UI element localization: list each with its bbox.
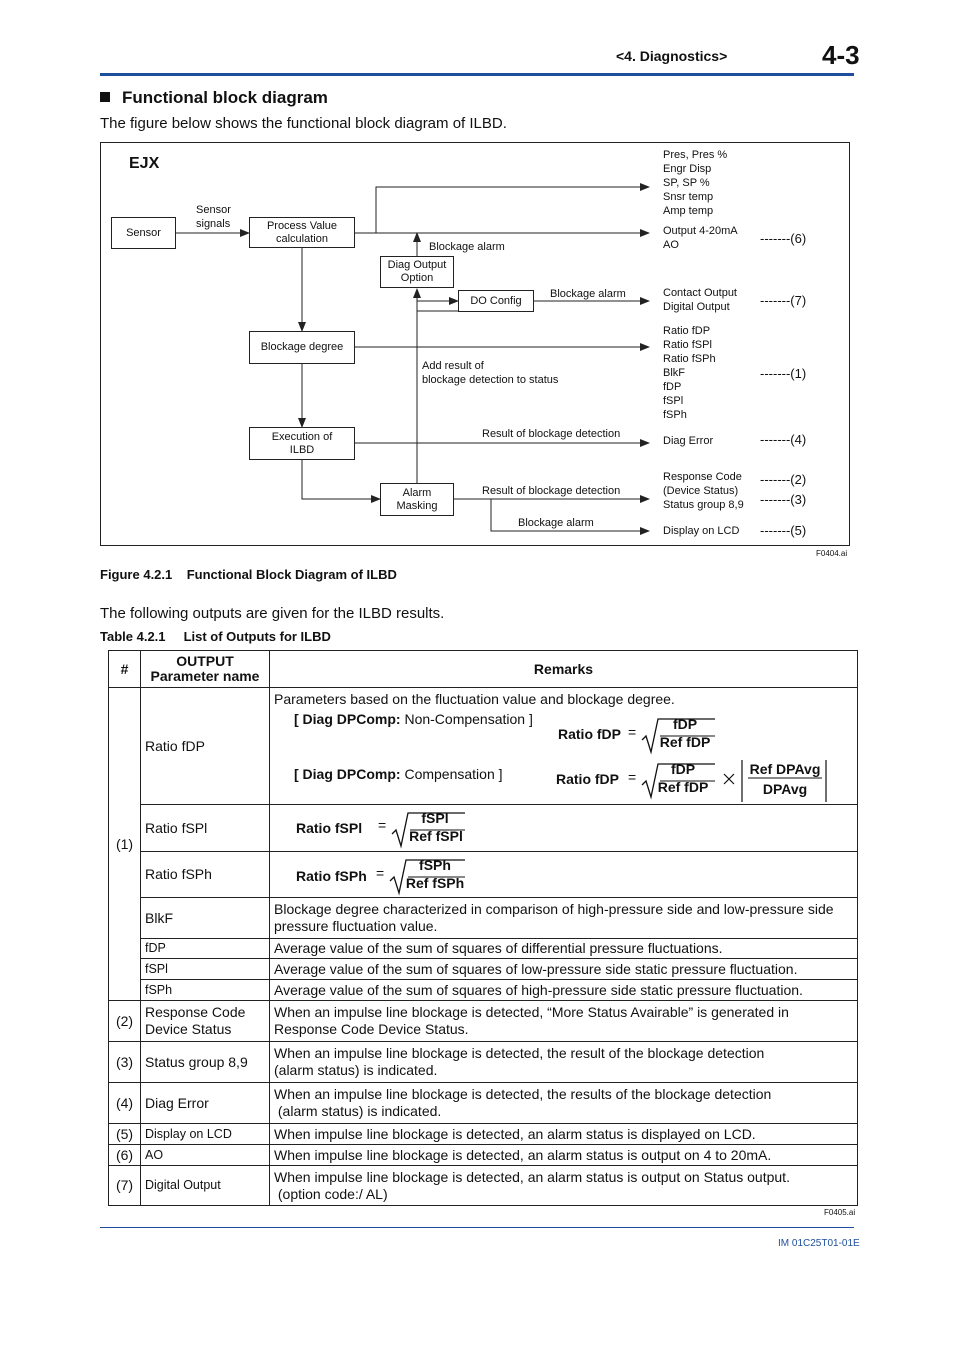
alarm-masking-block: Alarm Masking [380, 483, 454, 516]
formula-lhs: Ratio fDP [556, 771, 619, 787]
section-title: <4. Diagnostics> [616, 48, 728, 64]
table-row [109, 805, 858, 852]
remark-cell [270, 805, 858, 852]
table-row [109, 688, 858, 805]
footer-rule [100, 1227, 854, 1228]
param-name: AO [141, 1145, 270, 1166]
formula-numerator: fDP [670, 761, 696, 777]
figure-file-id: F0404.ai [816, 549, 848, 558]
col-output-header: OUTPUT Parameter name [141, 651, 270, 688]
table-row [109, 1001, 858, 1042]
blockage-alarm-label-2: Blockage alarm [550, 288, 626, 300]
remark-cell: Average value of the sum of squares of high-pressure side static pressure fluctuation. [270, 980, 858, 1001]
table-row [109, 959, 858, 980]
remark-cell: When an impulse line blockage is detected, the results of the blockage detection (alarm status) is indicated. [270, 1083, 858, 1124]
figure-caption: Figure 4.2.1 Functional Block Diagram of ILBD [100, 567, 397, 582]
execution-block: Execution of ILBD [249, 427, 355, 460]
table-header-row [109, 651, 858, 688]
formula-lhs: Ratio fDP [558, 726, 621, 742]
output-pres-group: Pres, Pres % Engr Disp SP, SP % Snsr temp Amp temp [663, 149, 728, 217]
blockage-degree-block: Blockage degree [249, 331, 355, 364]
result-label-1: Result of blockage detection [482, 428, 621, 440]
sensor-signals-label: Sensor signals [196, 204, 231, 230]
table-row [109, 1083, 858, 1124]
document-id: IM 01C25T01-01E [778, 1238, 860, 1249]
row-num: (5) [109, 1124, 141, 1145]
table-row [109, 1145, 858, 1166]
formula-denominator-2: DPAvg [762, 781, 808, 797]
ref-7: -------(7) [760, 293, 807, 308]
param-name: Display on LCD [141, 1124, 270, 1145]
remark-cell: Blockage degree characterized in comparison of high-pressure side and low-pressure side pressure fluctuation value. [270, 898, 858, 939]
arrow-exec-to-masking [302, 459, 380, 499]
arrow-to-pres-group [354, 187, 649, 233]
equals-sign: = [628, 724, 637, 740]
param-name: fSPl [141, 959, 270, 980]
remark-cell: When an impulse line blockage is detected, “More Status Avairable” is generated in Response Code Device Status. [270, 1001, 858, 1042]
mode2-line: [ Diag DPComp: Compensation ] [294, 766, 503, 782]
remark-cell: When an impulse line blockage is detected, the result of the blockage detection (alarm status) is indicated. [270, 1042, 858, 1083]
output-ratio-group: Ratio fDP Ratio fSPl Ratio fSPh BlkF fDP fSPl fSPh [663, 325, 716, 421]
remark-cell: Average value of the sum of squares of low-pressure side static pressure fluctuation. [270, 959, 858, 980]
col-num-header: # [109, 651, 141, 688]
formula-denominator: Ref fSPl [409, 828, 463, 844]
row-num: (6) [109, 1145, 141, 1166]
param-name: fSPh [141, 980, 270, 1001]
table-row [109, 1042, 858, 1083]
table-row [109, 898, 858, 939]
remark-cell: Average value of the sum of squares of differential pressure fluctuations. [270, 939, 858, 959]
outputs-table [108, 650, 858, 1206]
row-num: (2) [109, 1001, 141, 1042]
diag-output-block: Diag Output Option [380, 256, 454, 288]
sensor-block: Sensor [111, 217, 176, 249]
ref-6: -------(6) [760, 231, 807, 246]
param-name: Ratio fSPl [141, 805, 270, 852]
bullet-square-icon [100, 92, 110, 102]
output-diag-error: Diag Error [663, 435, 714, 447]
equals-sign: = [628, 769, 637, 785]
output-contact: Contact Output Digital Output [663, 287, 737, 313]
remark-cell [270, 688, 858, 805]
result-label-2: Result of blockage detection [482, 485, 621, 497]
table-caption: Table 4.2.1 List of Outputs for ILBD [100, 629, 331, 644]
multiply-icon [722, 772, 736, 786]
formula-numerator-2: Ref DPAvg [749, 761, 821, 777]
table-row [109, 852, 858, 898]
formula-denominator: Ref fSPh [405, 875, 465, 891]
ref-5: -------(5) [760, 523, 807, 538]
remark-cell: When impulse line blockage is detected, an alarm status is output on Status output. (option code:/ AL) [270, 1166, 858, 1206]
ref-1: -------(1) [760, 366, 807, 381]
formula-lhs: Ratio fSPl [296, 820, 363, 836]
remark-text: Parameters based on the fluctuation value and blockage degree. [274, 691, 675, 707]
formula-lhs: Ratio fSPh [296, 868, 367, 884]
output-response: Response Code (Device Status) Status group 8,9 [663, 471, 744, 511]
remark-cell: When impulse line blockage is detected, an alarm status is displayed on LCD. [270, 1124, 858, 1145]
formula-denominator: Ref fDP [659, 734, 711, 750]
remark-cell [270, 852, 858, 898]
header-rule [100, 73, 854, 76]
model-label: EJX [129, 155, 160, 172]
blockage-alarm-label-3: Blockage alarm [518, 517, 594, 529]
row-num: (1) [109, 688, 141, 1001]
blockage-alarm-label-1: Blockage alarm [429, 241, 505, 253]
param-name: fDP [141, 939, 270, 959]
output-display-lcd: Display on LCD [663, 525, 740, 537]
table-file-id: F0405.ai [824, 1208, 856, 1217]
formula-numerator: fSPl [421, 810, 449, 826]
row-num: (3) [109, 1042, 141, 1083]
formula-numerator: fSPh [419, 857, 451, 873]
row-num: (4) [109, 1083, 141, 1124]
page-number: 4-3 [822, 40, 860, 70]
param-name: Diag Error [141, 1083, 270, 1124]
intro-paragraph: The figure below shows the functional block diagram of ILBD. [100, 115, 507, 132]
formula-denominator: Ref fDP [657, 779, 709, 795]
table-row [109, 980, 858, 1001]
ref-2: -------(2) [760, 472, 807, 487]
ref-3: -------(3) [760, 492, 807, 507]
param-name: Response Code Device Status [141, 1001, 270, 1042]
equals-sign: = [376, 865, 385, 881]
outputs-intro: The following outputs are given for the ILBD results. [100, 605, 445, 622]
output-420ma: Output 4-20mA AO [663, 225, 738, 251]
col-remarks-header: Remarks [270, 651, 858, 688]
formula-numerator: fDP [672, 716, 698, 732]
param-name: Ratio fSPh [141, 852, 270, 898]
param-name: BlkF [141, 898, 270, 939]
process-value-block: Process Value calculation [249, 217, 355, 248]
heading-text: Functional block diagram [122, 88, 328, 107]
ref-4: -------(4) [760, 432, 807, 447]
section-heading [100, 88, 328, 108]
param-name: Digital Output [141, 1166, 270, 1206]
remark-cell: When impulse line blockage is detected, an alarm status is output on 4 to 20mA. [270, 1145, 858, 1166]
equals-sign: = [378, 817, 387, 833]
row-num: (7) [109, 1166, 141, 1206]
table-row [109, 1166, 858, 1206]
table-row [109, 1124, 858, 1145]
table-row [109, 939, 858, 959]
mode1-line: [ Diag DPComp: Non-Compensation ] [294, 711, 533, 727]
param-name: Ratio fDP [141, 688, 270, 805]
param-name: Status group 8,9 [141, 1042, 270, 1083]
block-diagram [100, 142, 850, 546]
add-result-label: Add result of blockage detection to status [422, 360, 559, 386]
do-config-block: DO Config [458, 290, 534, 312]
